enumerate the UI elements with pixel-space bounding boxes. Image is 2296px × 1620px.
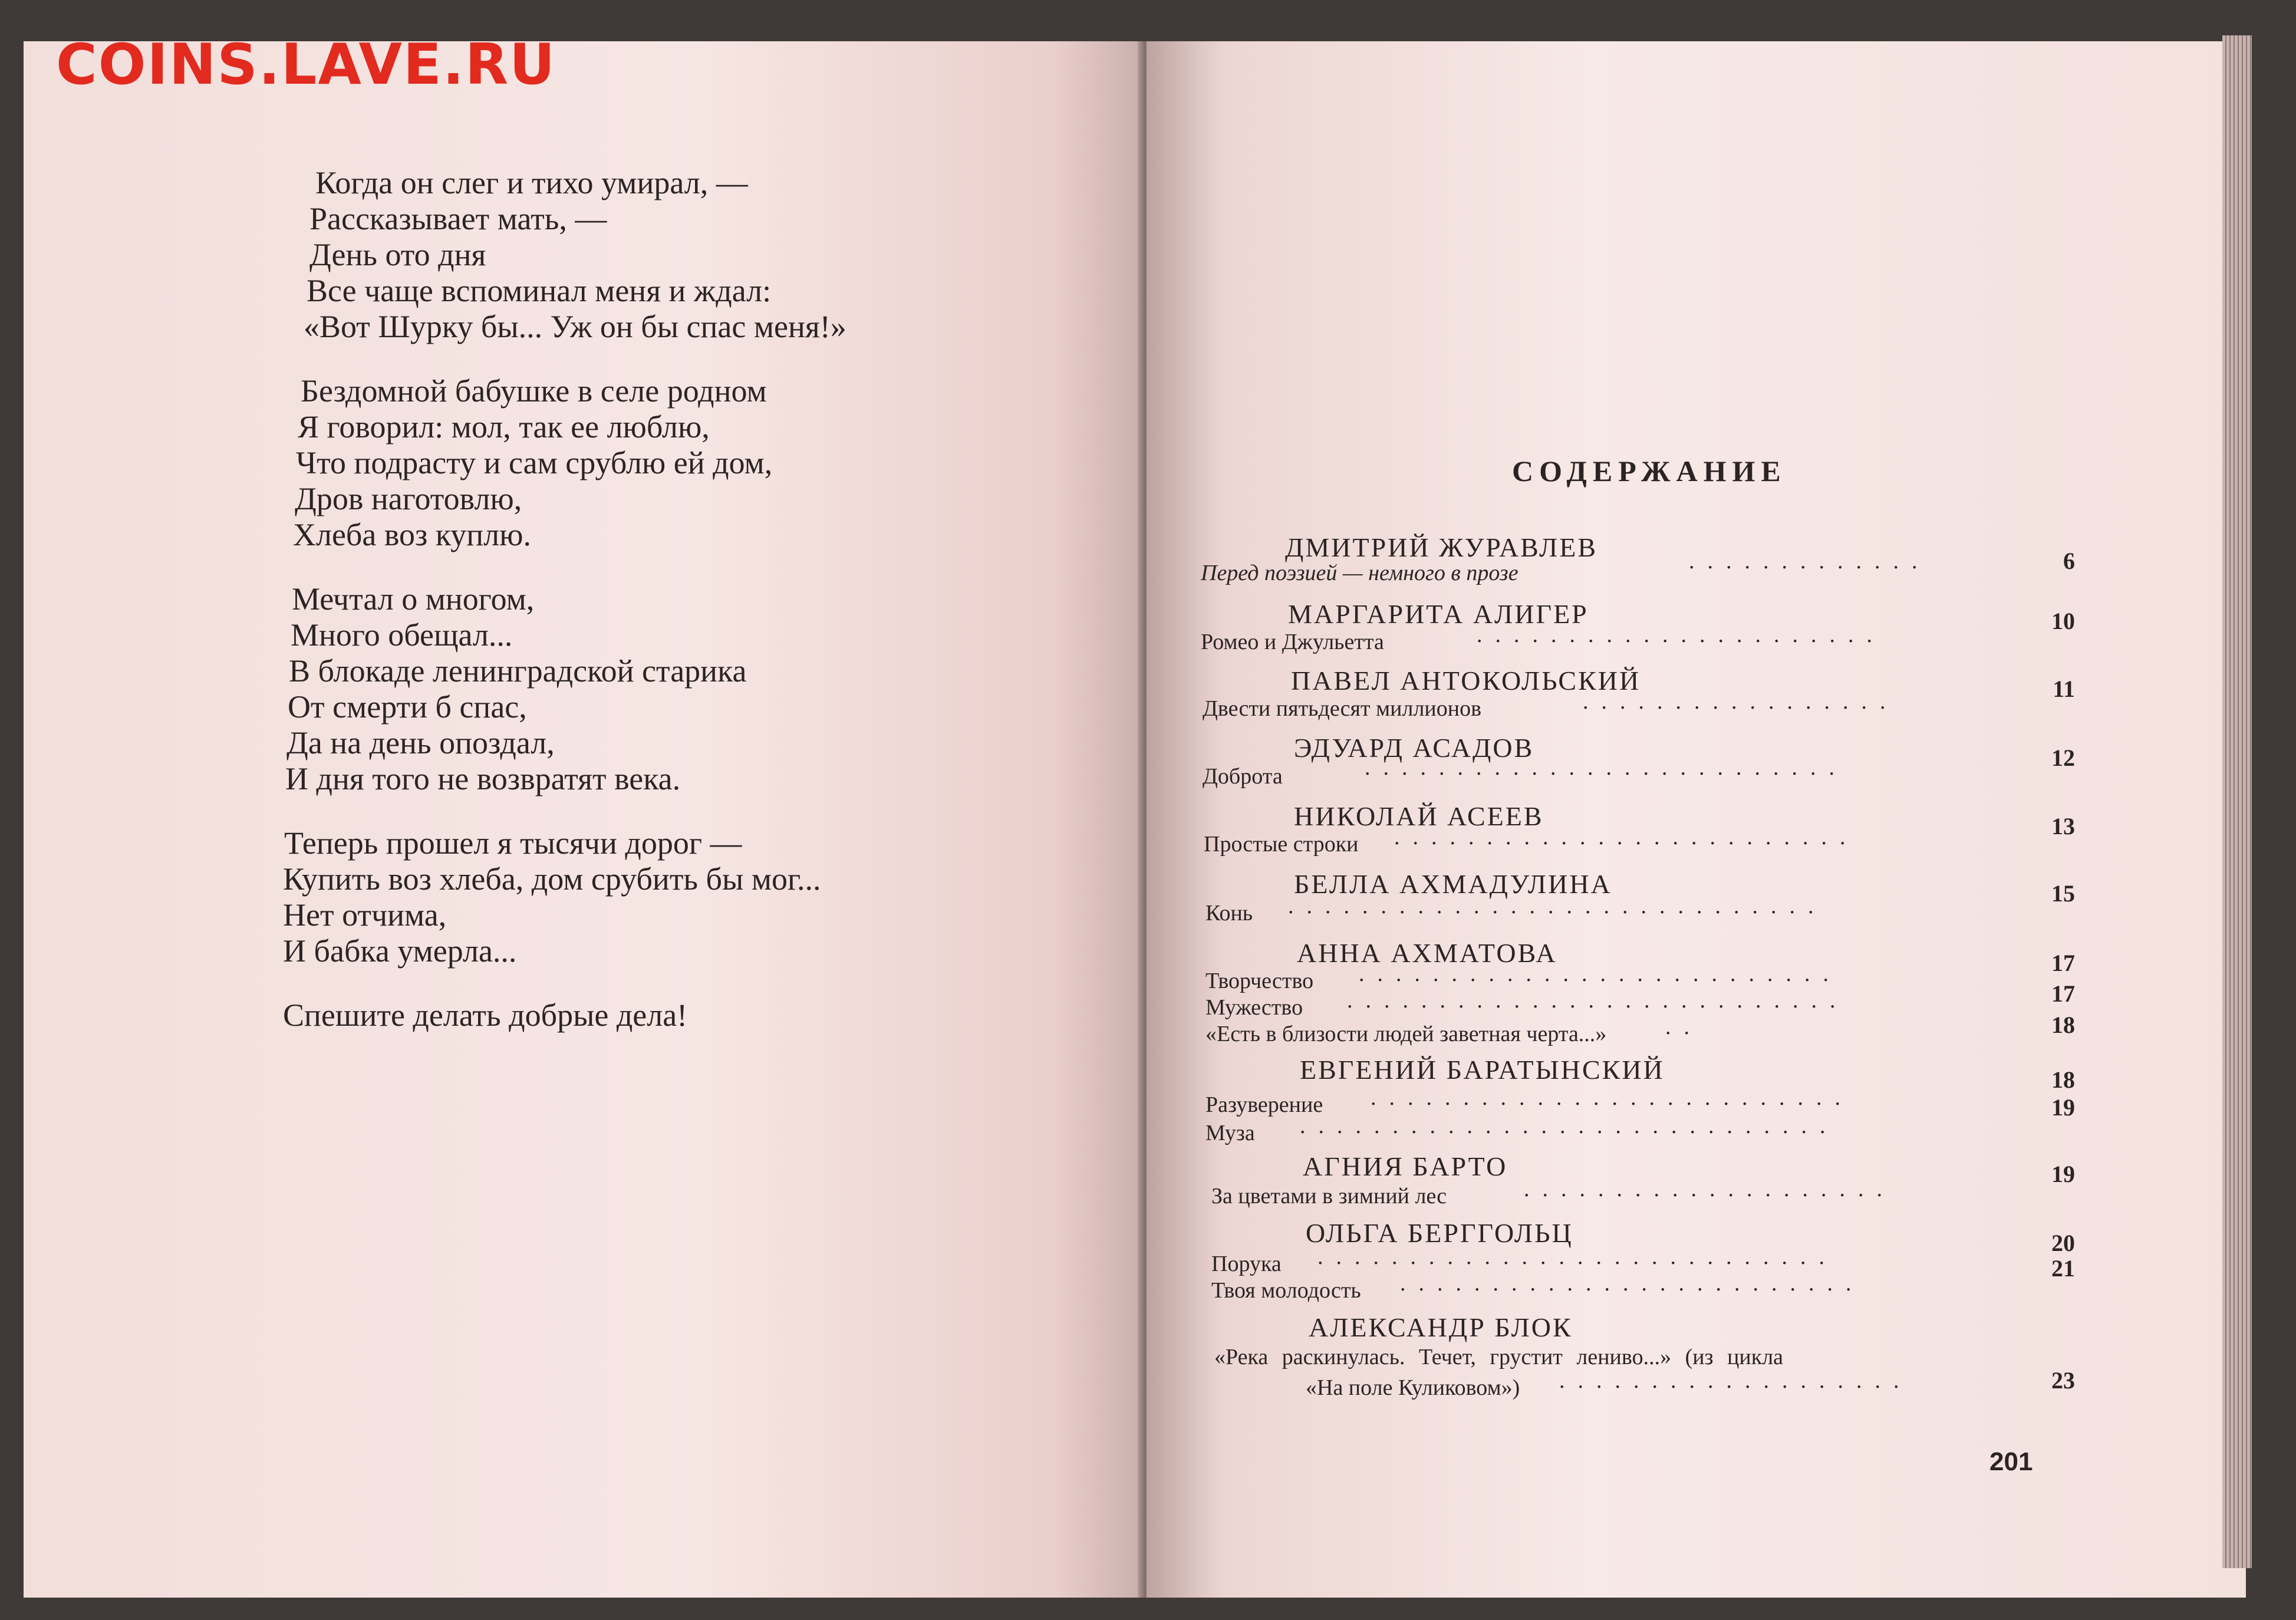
toc-leader-dots: ............. [1689,549,1931,574]
right-page [1147,41,2246,1598]
toc-work: Творчество [1205,969,1314,993]
toc-page-number: 20 [2051,1230,2075,1256]
stanza [283,581,1079,797]
toc-leader-dots: ............................. [1300,1114,1839,1138]
toc-author: АГНИЯ БАРТО [1303,1151,1508,1181]
toc-page-number: 19 [2051,1094,2075,1121]
toc-work: Перед поэзией — немного в прозе [1201,561,1518,585]
poem-line: Нет отчима, [283,897,447,933]
toc-author: БЕЛЛА АХМАДУЛИНА [1294,869,1612,899]
toc-work: «Есть в близости людей заветная черта...» [1205,1022,1607,1046]
poem-closing-line: Спешите делать добрые дела! [283,997,688,1033]
bleed-through-text [371,1241,378,1271]
poem-line: Хлеба воз куплю. [293,517,531,552]
toc-page-number: 6 [2063,548,2075,574]
poem-line: Я говорил: мол, так ее люблю, [298,409,710,444]
toc-work: За цветами в зимний лес [1211,1184,1447,1209]
stanza [283,997,1079,1033]
toc-work: Доброта [1203,764,1283,789]
toc-work: Конь [1205,901,1253,926]
toc-leader-dots: .......................... [1371,1085,1853,1110]
toc-leader-dots: ...................... [1477,623,1885,647]
poem-line: День ото дня [309,237,486,272]
toc-page-number: 11 [2053,676,2075,702]
toc-work: Твоя молодость [1211,1278,1361,1303]
stanza [283,165,1079,345]
toc-leader-dots: ........................... [1347,988,1849,1013]
toc-page-number: 18 [2051,1066,2075,1093]
toc-author: ДМИТРИЙ ЖУРАВЛЕВ [1285,532,1598,562]
toc-page-number: 10 [2051,608,2075,634]
poem-line: И бабка умерла... [283,933,517,969]
poem-line: Бездомной бабушке в селе родном [301,373,767,409]
toc-leader-dots: .. [1665,1015,1702,1039]
toc-author: ОЛЬГА БЕРГГОЛЬЦ [1306,1218,1573,1248]
toc-title: СОДЕРЖАНИЕ [1512,455,1787,488]
toc-page-number: 15 [2051,880,2075,907]
poem-line: В блокаде ленинградской старика [289,653,747,689]
toc-author: ЭДУАРД АСАДОВ [1294,733,1534,763]
toc-work: Порука [1211,1252,1282,1276]
page-edges [2222,35,2252,1568]
page-number: 201 [1989,1447,2033,1476]
toc-work: «На поле Куликовом») [1306,1375,1520,1400]
toc-leader-dots: ............................ [1317,1244,1837,1269]
toc-work: Простые строки [1204,832,1359,857]
poem-line: «Вот Шурку бы... Уж он бы спас меня!» [304,309,846,344]
left-page [24,41,1144,1598]
toc-author: МАРГАРИТА АЛИГЕР [1288,599,1589,629]
poem-line: Мечтал о многом, [292,581,535,617]
toc-page-number: 17 [2051,950,2075,976]
poem-line: Рассказывает мать, — [309,201,607,236]
toc-work: Муза [1205,1121,1255,1145]
toc-author: АННА АХМАТОВА [1297,938,1557,968]
toc-work: «Река раскинулась. Течет, грустит лениво...» (из цикла [1214,1345,1784,1369]
toc-page-number: 12 [2051,745,2075,771]
toc-work: Разуверение [1205,1092,1323,1117]
poem-line: Когда он слег и тихо умирал, — [315,165,748,200]
toc-leader-dots: ......................... [1400,1271,1865,1296]
toc-page-number: 18 [2051,1012,2075,1038]
toc-page-number: 23 [2051,1367,2075,1394]
poem-line: От смерти б спас, [288,689,527,725]
toc-leader-dots: ............................. [1288,894,1827,918]
table-of-contents [1147,41,2246,1598]
toc-author: ЕВГЕНИЙ БАРАТЫНСКИЙ [1300,1055,1665,1085]
toc-leader-dots: ......................... [1394,825,1859,849]
poem-line: Теперь прошел я тысячи дорог — [284,825,742,861]
toc-leader-dots: .......................... [1359,962,1842,986]
toc-leader-dots: .......................... [1365,755,1847,780]
stanza [283,825,1079,969]
poem-line: И дня того не возвратят века. [285,761,681,796]
toc-leader-dots: ................. [1583,689,1899,714]
toc-page-number: 19 [2051,1161,2075,1187]
poem-line: Дров наготовлю, [295,481,522,516]
watermark: COINS.LAVE.RU [56,32,556,97]
toc-work: Ромео и Джульетта [1201,630,1384,654]
toc-work: Двести пятьдесят миллионов [1203,696,1482,721]
toc-author: АЛЕКСАНДР БЛОК [1309,1312,1573,1342]
open-book [24,41,2246,1598]
toc-author: ПАВЕЛ АНТОКОЛЬСКИЙ [1291,666,1641,696]
poem-line: Все чаще вспоминал меня и ждал: [307,273,772,308]
poem-line: Много обещал... [291,617,513,653]
stanza [283,373,1079,553]
toc-leader-dots: ................... [1559,1368,1912,1393]
toc-work: Мужество [1205,995,1303,1020]
toc-leader-dots: .................... [1524,1177,1895,1201]
poem-line: Да на день опоздал, [286,725,555,760]
poem-text [283,165,1079,1062]
toc-page-number: 17 [2051,980,2075,1007]
toc-author: НИКОЛАЙ АСЕЕВ [1294,801,1544,831]
poem-line: Что подрасту и сам срублю ей дом, [296,445,773,480]
toc-page-number: 21 [2051,1255,2075,1282]
toc-page-number: 13 [2051,813,2075,839]
poem-line: Купить воз хлеба, дом срубить бы мог... [283,861,821,897]
